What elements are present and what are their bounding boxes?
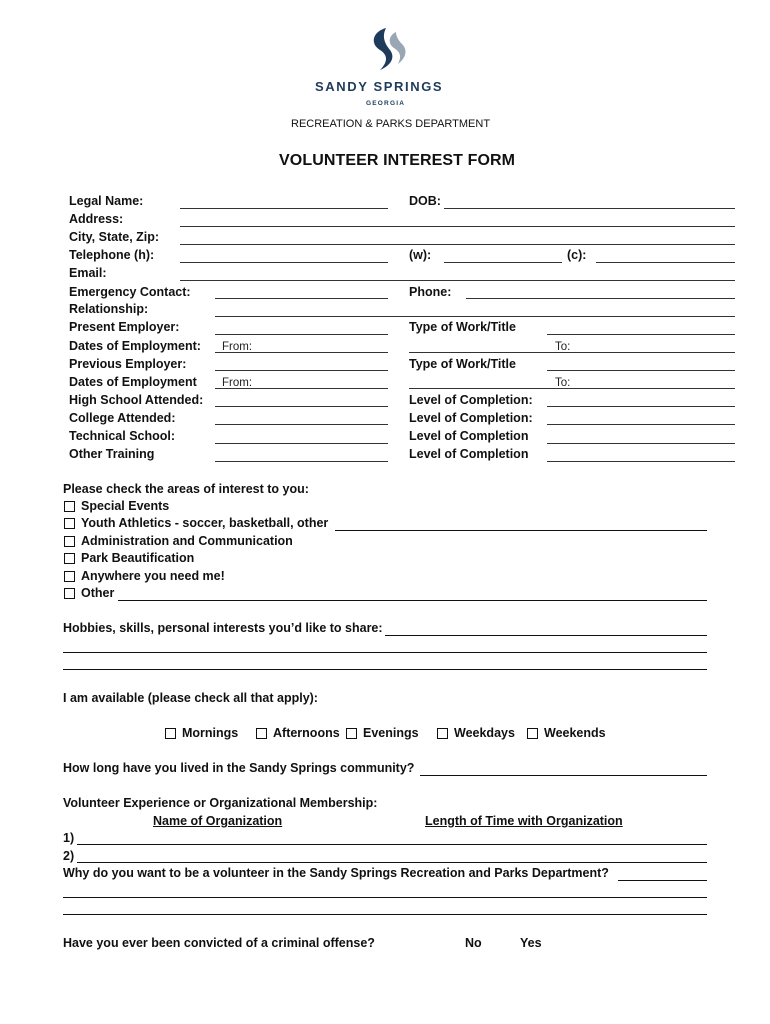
residence-field[interactable] bbox=[420, 775, 707, 776]
availability-checkbox-weekdays[interactable] bbox=[437, 728, 448, 739]
department-name: RECREATION & PARKS DEPARTMENT bbox=[291, 118, 491, 130]
availability-label: Mornings bbox=[182, 726, 239, 740]
relationship-field[interactable] bbox=[215, 316, 735, 317]
from-2-field[interactable] bbox=[215, 388, 388, 389]
interest-checkbox-administration[interactable] bbox=[64, 536, 75, 547]
hobbies-field-2[interactable] bbox=[63, 652, 707, 653]
interest-label: Park Beautification bbox=[81, 551, 195, 565]
dob-label: DOB: bbox=[409, 194, 441, 208]
why-field-2[interactable] bbox=[63, 897, 707, 898]
availability-checkbox-afternoons[interactable] bbox=[256, 728, 267, 739]
high-school-field[interactable] bbox=[215, 406, 388, 407]
type-of-work-1-label: Type of Work/Title bbox=[409, 320, 516, 334]
interest-other-field[interactable] bbox=[118, 600, 707, 601]
experience-row-1-label: 1) bbox=[63, 831, 75, 845]
level-4-label: Level of Completion bbox=[409, 447, 529, 461]
experience-row-2-label: 2) bbox=[63, 849, 75, 863]
telephone-home-field[interactable] bbox=[180, 262, 388, 263]
residence-prompt: How long have you lived in the Sandy Springs community? bbox=[63, 761, 415, 775]
level-2-field[interactable] bbox=[547, 424, 735, 425]
city-state-zip-label: City, State, Zip: bbox=[69, 230, 160, 244]
availability-label: Weekends bbox=[544, 726, 606, 740]
why-field-3[interactable] bbox=[63, 914, 707, 915]
city-state-zip-field[interactable] bbox=[180, 244, 735, 245]
hobbies-field-3[interactable] bbox=[63, 669, 707, 670]
dates-of-employment-1-label: Dates of Employment: bbox=[69, 339, 201, 353]
dob-field[interactable] bbox=[444, 208, 735, 209]
from-2-label: From: bbox=[222, 377, 253, 389]
telephone-work-label: (w): bbox=[409, 248, 432, 262]
experience-row-2-field[interactable] bbox=[77, 862, 707, 863]
college-field[interactable] bbox=[215, 424, 388, 425]
interest-checkbox-anywhere[interactable] bbox=[64, 571, 75, 582]
youth-athletics-other-field[interactable] bbox=[335, 530, 707, 531]
high-school-label: High School Attended: bbox=[69, 393, 204, 407]
technical-school-field[interactable] bbox=[215, 443, 388, 444]
interest-checkbox-park-beautification[interactable] bbox=[64, 553, 75, 564]
other-training-label: Other Training bbox=[69, 447, 155, 461]
previous-employer-field[interactable] bbox=[215, 370, 388, 371]
level-3-label: Level of Completion bbox=[409, 429, 529, 443]
availability-label: Afternoons bbox=[273, 726, 340, 740]
level-1-label: Level of Completion: bbox=[409, 393, 533, 407]
form-title: VOLUNTEER INTEREST FORM bbox=[279, 152, 516, 169]
interest-label: Youth Athletics - soccer, basketball, other bbox=[81, 516, 329, 530]
to-1-label: To: bbox=[555, 341, 571, 353]
column-length-of-time: Length of Time with Organization bbox=[425, 814, 623, 828]
address-label: Address: bbox=[69, 212, 124, 226]
interests-prompt: Please check the areas of interest to you: bbox=[63, 482, 309, 496]
interest-label: Special Events bbox=[81, 499, 170, 513]
why-field-1[interactable] bbox=[618, 880, 707, 881]
to-2-label: To: bbox=[555, 377, 571, 389]
address-field[interactable] bbox=[180, 226, 735, 227]
telephone-work-field[interactable] bbox=[444, 262, 562, 263]
dates-of-employment-2-label: Dates of Employment bbox=[69, 375, 197, 389]
hobbies-field-1[interactable] bbox=[385, 635, 707, 636]
interest-checkbox-other[interactable] bbox=[64, 588, 75, 599]
availability-checkbox-mornings[interactable] bbox=[165, 728, 176, 739]
telephone-home-label: Telephone (h): bbox=[69, 248, 155, 262]
availability-checkbox-evenings[interactable] bbox=[346, 728, 357, 739]
from-1-field[interactable] bbox=[215, 352, 388, 353]
technical-school-label: Technical School: bbox=[69, 429, 176, 443]
other-training-field[interactable] bbox=[215, 461, 388, 462]
why-prompt: Why do you want to be a volunteer in the Sandy Springs Recreation and Parks Department? bbox=[63, 866, 609, 880]
relationship-label: Relationship: bbox=[69, 302, 149, 316]
legal-name-label: Legal Name: bbox=[69, 194, 144, 208]
availability-label: Weekdays bbox=[454, 726, 515, 740]
telephone-cell-label: (c): bbox=[567, 248, 587, 262]
criminal-yes-option[interactable]: Yes bbox=[520, 936, 542, 950]
telephone-cell-field[interactable] bbox=[596, 262, 735, 263]
level-4-field[interactable] bbox=[547, 461, 735, 462]
experience-prompt: Volunteer Experience or Organizational Membership: bbox=[63, 796, 378, 810]
interest-checkbox-special-events[interactable] bbox=[64, 501, 75, 512]
level-1-field[interactable] bbox=[547, 406, 735, 407]
hobbies-prompt: Hobbies, skills, personal interests you’d like to share: bbox=[63, 621, 383, 635]
brand-sub: GEORGIA bbox=[366, 100, 406, 107]
emergency-contact-field[interactable] bbox=[215, 298, 388, 299]
availability-checkbox-weekends[interactable] bbox=[527, 728, 538, 739]
interest-label: Anywhere you need me! bbox=[81, 569, 225, 583]
criminal-no-option[interactable]: No bbox=[465, 936, 482, 950]
emergency-contact-label: Emergency Contact: bbox=[69, 285, 191, 299]
email-label: Email: bbox=[69, 266, 107, 280]
college-label: College Attended: bbox=[69, 411, 176, 425]
level-3-field[interactable] bbox=[547, 443, 735, 444]
type-of-work-2-field[interactable] bbox=[547, 370, 735, 371]
to-1-field[interactable] bbox=[409, 352, 735, 353]
phone-label: Phone: bbox=[409, 285, 452, 299]
present-employer-label: Present Employer: bbox=[69, 320, 180, 334]
to-2-field[interactable] bbox=[409, 388, 735, 389]
availability-prompt: I am available (please check all that apply): bbox=[63, 691, 318, 705]
interest-checkbox-youth-athletics[interactable] bbox=[64, 518, 75, 529]
interest-label: Other bbox=[81, 586, 115, 600]
present-employer-field[interactable] bbox=[215, 334, 388, 335]
column-name-of-organization: Name of Organization bbox=[153, 814, 283, 828]
type-of-work-1-field[interactable] bbox=[547, 334, 735, 335]
criminal-prompt: Have you ever been convicted of a criminal offense? bbox=[63, 936, 375, 950]
phone-field[interactable] bbox=[466, 298, 735, 299]
previous-employer-label: Previous Employer: bbox=[69, 357, 187, 371]
from-1-label: From: bbox=[222, 341, 253, 353]
sandy-springs-logo bbox=[362, 26, 410, 78]
availability-label: Evenings bbox=[363, 726, 419, 740]
interest-label: Administration and Communication bbox=[81, 534, 293, 548]
legal-name-field[interactable] bbox=[180, 208, 388, 209]
type-of-work-2-label: Type of Work/Title bbox=[409, 357, 516, 371]
experience-row-1-field[interactable] bbox=[77, 844, 707, 845]
level-2-label: Level of Completion: bbox=[409, 411, 533, 425]
email-field[interactable] bbox=[180, 280, 735, 281]
brand-name: SANDY SPRINGS bbox=[315, 79, 444, 94]
